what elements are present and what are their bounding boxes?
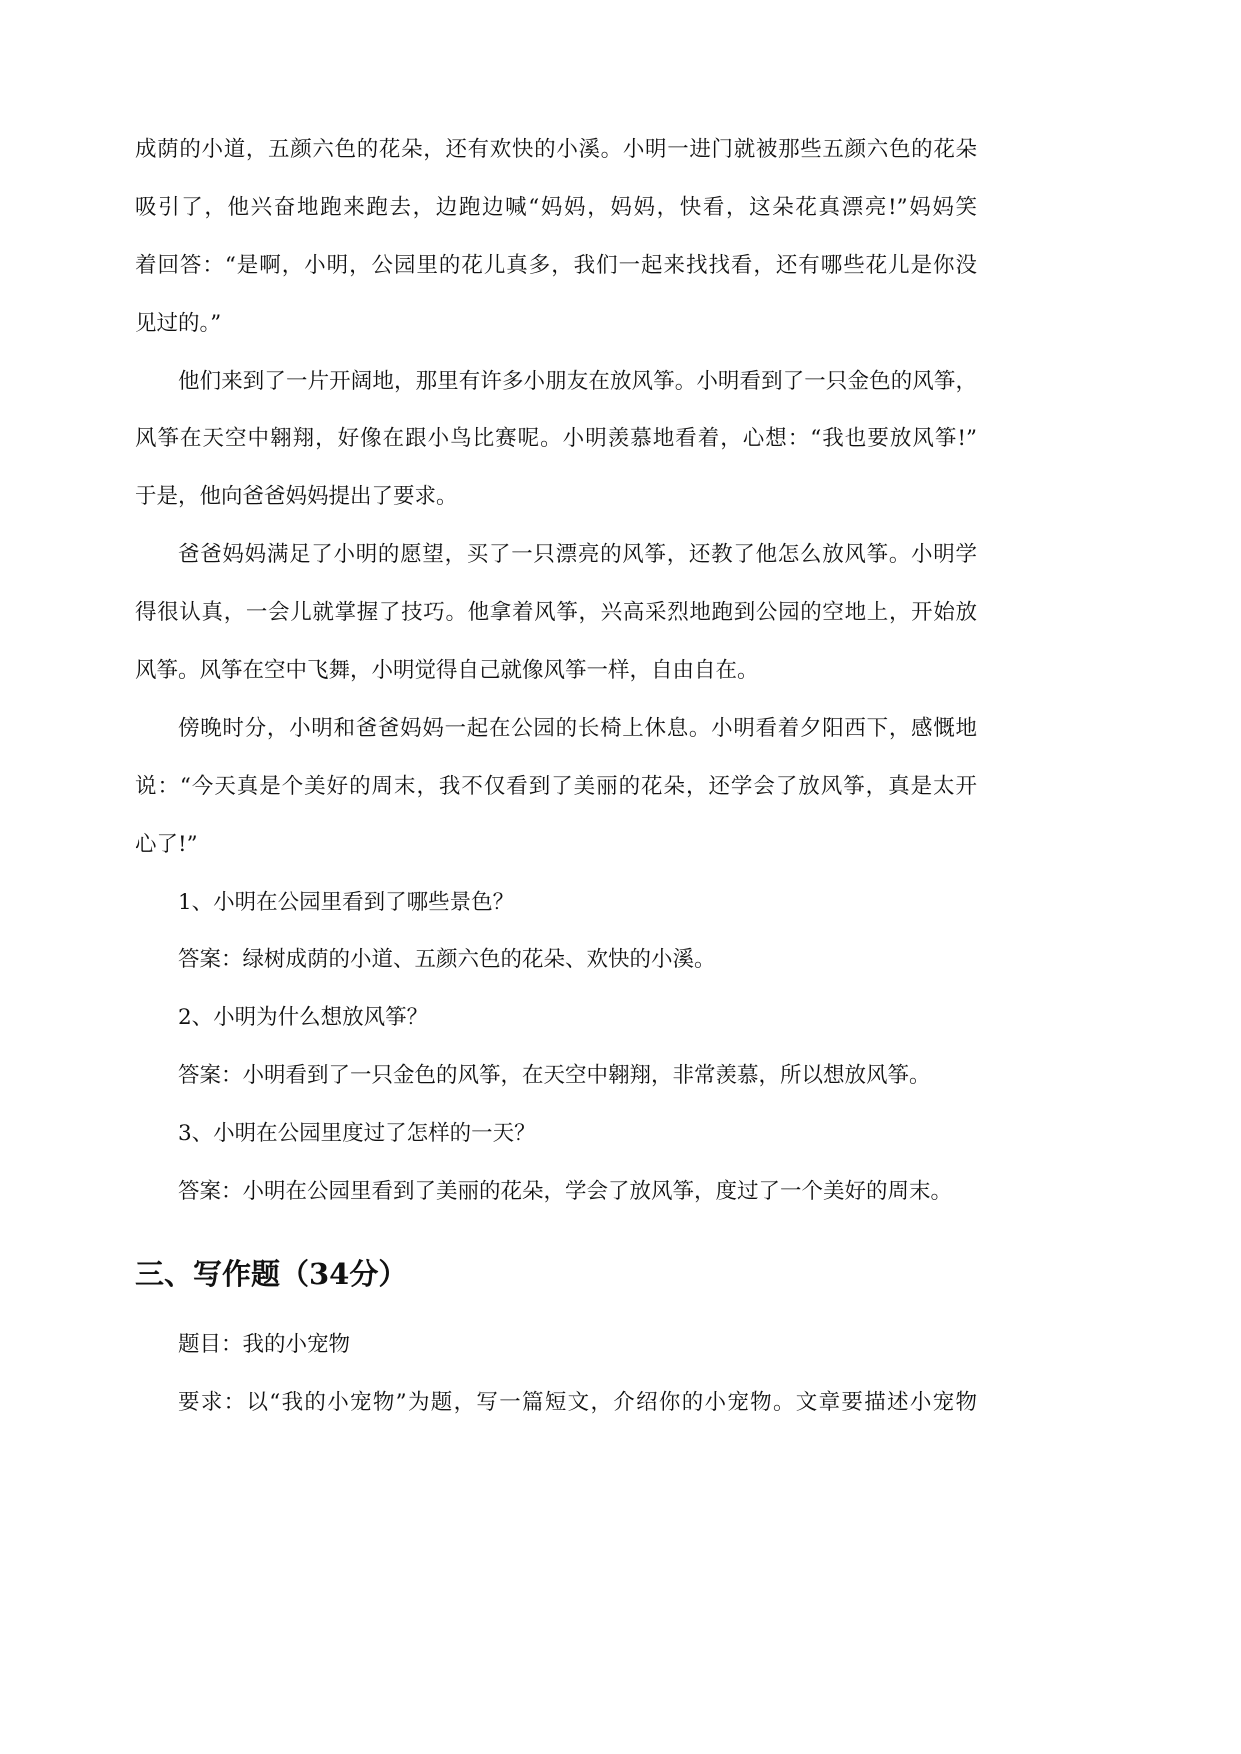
paragraph-line: 于是，他向爸爸妈妈提出了要求。 bbox=[135, 484, 458, 510]
paragraph-line: 心了!” bbox=[135, 831, 198, 857]
paragraph-line: 成荫的小道，五颜六色的花朵，还有欢快的小溪。小明一进门就被那些五颜六色的花朵 bbox=[135, 137, 977, 162]
paragraph-line: 得很认真，一会儿就掌握了技巧。他拿着风筝，兴高采烈地跑到公园的空地上，开始放 bbox=[135, 600, 977, 626]
paragraph-line: 着回答：“是啊，小明，公园里的花儿真多，我们一起来找找看，还有哪些花儿是你没 bbox=[135, 252, 977, 278]
question-1: 1、小明在公园里看到了哪些景色？ bbox=[178, 889, 515, 915]
answer-1: 答案：绿树成荫的小道、五颜六色的花朵、欢快的小溪。 bbox=[178, 947, 716, 973]
paragraph-line: 傍晚时分，小明和爸爸妈妈一起在公园的长椅上休息。小明看着夕阳西下，感慨地 bbox=[178, 715, 977, 741]
paragraph-line: 说：“今天真是个美好的周末，我不仅看到了美丽的花朵，还学会了放风筝，真是太开 bbox=[135, 773, 977, 799]
writing-requirement: 要求：以“我的小宠物”为题，写一篇短文，介绍你的小宠物。文章要描述小宠物 bbox=[178, 1389, 977, 1415]
writing-section bbox=[135, 1254, 977, 1432]
question-3: 3、小明在公园里度过了怎样的一天？ bbox=[178, 1121, 536, 1147]
question-2: 2、小明为什么想放风筝？ bbox=[178, 1005, 429, 1031]
paragraph-line: 爸爸妈妈满足了小明的愿望，买了一只漂亮的风筝，还教了他怎么放风筝。小明学 bbox=[178, 542, 977, 568]
paragraph-line: 他们来到了一片开阔地，那里有许多小朋友在放风筝。小明看到了一只金色的风筝， bbox=[178, 368, 977, 394]
paragraph-line: 见过的。” bbox=[135, 310, 222, 336]
reading-passage bbox=[135, 121, 977, 1221]
paragraph-line: 吸引了，他兴奋地跑来跑去，边跑边喊“妈妈，妈妈，快看，这朵花真漂亮!”妈妈笑 bbox=[135, 194, 977, 220]
answer-3: 答案：小明在公园里看到了美丽的花朵，学会了放风筝，度过了一个美好的周末。 bbox=[178, 1179, 953, 1205]
paragraph-line: 风筝在天空中翱翔，好像在跟小鸟比赛呢。小明羡慕地看着，心想：“我也要放风筝!” bbox=[135, 426, 977, 452]
writing-topic: 题目：我的小宠物 bbox=[178, 1332, 351, 1357]
section-heading: 三、写作题（34分） bbox=[135, 1257, 408, 1291]
answer-2: 答案：小明看到了一只金色的风筝，在天空中翱翔，非常羡慕，所以想放风筝。 bbox=[178, 1063, 931, 1089]
paragraph-line: 风筝。风筝在空中飞舞，小明觉得自己就像风筝一样，自由自在。 bbox=[135, 658, 759, 684]
